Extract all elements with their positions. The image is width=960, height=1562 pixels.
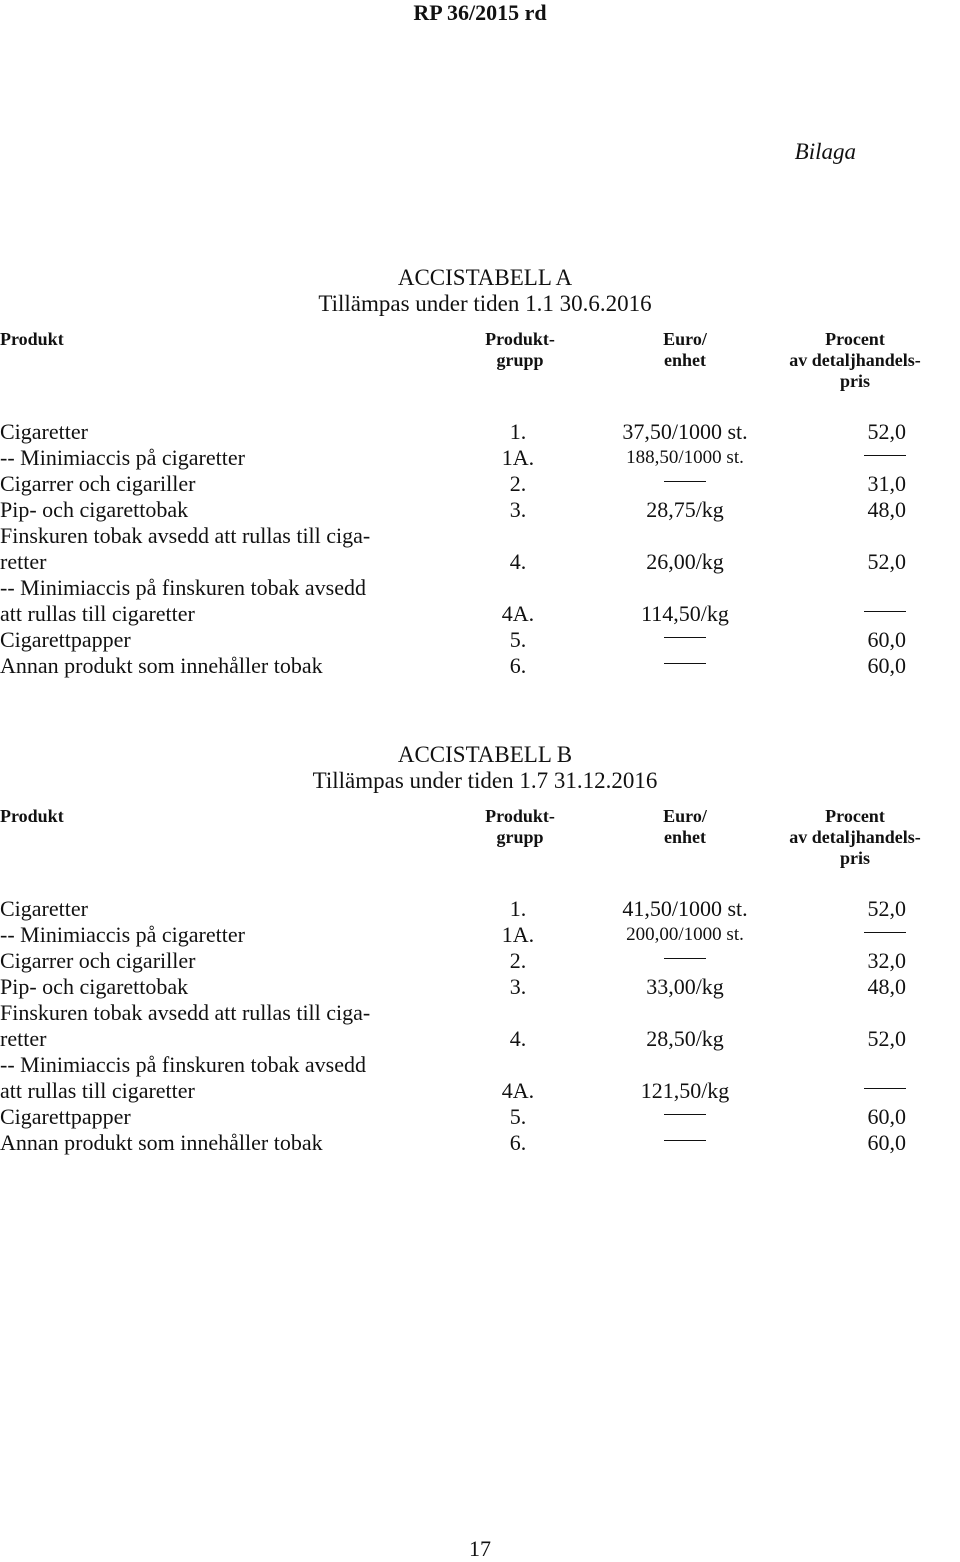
- product-group: 5.: [509, 1104, 527, 1129]
- percent-of-retail-price: 52,0: [867, 549, 906, 574]
- product-name: [0, 1000, 370, 1052]
- table-row: [0, 1052, 960, 1104]
- dash-mark: [664, 663, 706, 664]
- percent-of-retail-price: [864, 1078, 906, 1104]
- euro-per-unit: 37,50/1000 st.: [622, 419, 748, 444]
- column-header-euro-line2: enhet: [664, 827, 706, 847]
- table-row: [0, 948, 960, 974]
- product-name: [0, 922, 245, 948]
- table-row: [0, 627, 960, 653]
- column-header-euro: [640, 806, 730, 848]
- table-row: [0, 419, 960, 445]
- euro-per-unit: 121,50/kg: [640, 1078, 730, 1103]
- column-header-euro: [640, 329, 730, 371]
- column-header-group-line2: grupp: [496, 350, 544, 370]
- product-name-line: Cigarrer och cigariller: [0, 471, 196, 496]
- percent-of-retail-price: 52,0: [867, 419, 906, 444]
- product-name: [0, 948, 195, 974]
- column-header-percent-line3: pris: [839, 848, 870, 868]
- dash-mark: [864, 932, 906, 933]
- product-name-line: Cigaretter: [0, 419, 88, 444]
- table-row: [0, 1130, 960, 1156]
- table-a-rows: [0, 419, 960, 679]
- euro-per-unit: 41,50/1000 st.: [622, 896, 748, 921]
- table-row: [0, 1000, 960, 1052]
- document-header: RP 36/2015 rd: [413, 0, 547, 25]
- euro-per-unit: 114,50/kg: [641, 601, 729, 626]
- table-row: [0, 974, 960, 1000]
- euro-per-unit: 28,50/kg: [646, 1026, 724, 1051]
- product-group: 3.: [509, 497, 527, 522]
- product-name: [0, 419, 88, 445]
- product-name: [0, 575, 366, 627]
- product-name-line: retter: [0, 1026, 47, 1051]
- percent-of-retail-price: 60,0: [867, 1130, 906, 1155]
- column-header-percent: [780, 329, 930, 392]
- euro-per-unit: [600, 1130, 770, 1156]
- product-name-line: Cigarrer och cigariller: [0, 948, 196, 973]
- euro-per-unit: 33,00/kg: [646, 974, 724, 999]
- column-header-group: [480, 806, 560, 848]
- dash-mark: [864, 455, 906, 456]
- product-group: 4.: [509, 1026, 527, 1051]
- table-row: [0, 653, 960, 679]
- percent-of-retail-price: 31,0: [867, 471, 906, 496]
- product-name-line: -- Minimiaccis på cigaretter: [0, 445, 245, 470]
- column-header-euro-line1: Euro/: [663, 329, 707, 349]
- euro-per-unit: [600, 471, 770, 497]
- euro-per-unit: 26,00/kg: [646, 549, 724, 574]
- euro-per-unit: [600, 627, 770, 653]
- column-header-percent-line1: Procent: [825, 806, 885, 826]
- excise-table-a: [0, 265, 960, 679]
- table-row: [0, 575, 960, 627]
- euro-per-unit: [600, 948, 770, 974]
- column-header-product: Produkt: [0, 329, 64, 349]
- product-name: [0, 471, 195, 497]
- product-name-line: Pip- och cigarettobak: [0, 497, 189, 522]
- table-b-rows: [0, 896, 960, 1156]
- percent-of-retail-price: [864, 601, 906, 627]
- excise-table-b: [0, 742, 960, 1156]
- product-name: [0, 974, 188, 1000]
- euro-per-unit: 200,00/1000 st.: [626, 924, 744, 945]
- dash-mark: [664, 637, 706, 638]
- product-name: [0, 653, 323, 679]
- table-row: [0, 471, 960, 497]
- percent-of-retail-price: 60,0: [867, 653, 906, 678]
- product-name: [0, 1052, 366, 1104]
- column-header-product: Produkt: [0, 806, 64, 826]
- dash-mark: [664, 481, 706, 482]
- product-name-line: Cigarettpapper: [0, 627, 131, 652]
- table-a-subtitle: Tillämpas under tiden 1.1 30.6.2016: [318, 291, 652, 316]
- column-header-percent-line1: Procent: [825, 329, 885, 349]
- column-header-group: [480, 329, 560, 371]
- product-name-line: Cigaretter: [0, 896, 88, 921]
- table-row: [0, 1104, 960, 1130]
- product-name: [0, 445, 245, 471]
- product-group: 1.: [509, 896, 527, 921]
- product-name-line: Annan produkt som innehåller tobak: [0, 1130, 323, 1155]
- percent-of-retail-price: 48,0: [867, 974, 906, 999]
- product-name-line: Pip- och cigarettobak: [0, 974, 189, 999]
- product-group: 4.: [509, 549, 527, 574]
- product-group: 1.: [509, 419, 527, 444]
- column-header-euro-line2: enhet: [664, 350, 706, 370]
- table-row: [0, 896, 960, 922]
- product-group: 1A.: [501, 922, 535, 947]
- product-name: [0, 1130, 323, 1156]
- product-group: 1A.: [501, 445, 535, 470]
- table-a-title: ACCISTABELL A: [397, 265, 573, 290]
- product-group: 6.: [509, 653, 527, 678]
- dash-mark: [664, 1114, 706, 1115]
- euro-per-unit: [600, 1104, 770, 1130]
- percent-of-retail-price: 52,0: [867, 1026, 906, 1051]
- table-row: [0, 497, 960, 523]
- table-a-title-block: [10, 265, 960, 317]
- product-group: 4A.: [501, 601, 535, 626]
- product-group: 2.: [509, 471, 527, 496]
- product-name-line: -- Minimiaccis på finskuren tobak avsedd: [0, 575, 366, 600]
- column-header-percent-line3: pris: [839, 371, 870, 391]
- product-group: 3.: [509, 974, 527, 999]
- dash-mark: [664, 958, 706, 959]
- percent-of-retail-price: 60,0: [867, 627, 906, 652]
- column-header-percent: [780, 806, 930, 869]
- percent-of-retail-price: 52,0: [867, 896, 906, 921]
- product-name-line: Finskuren tobak avsedd att rullas till ciga-: [0, 523, 371, 548]
- percent-of-retail-price: 60,0: [867, 1104, 906, 1129]
- product-name-line: -- Minimiaccis på cigaretter: [0, 922, 245, 947]
- annex-label: Bilaga: [794, 139, 856, 164]
- percent-of-retail-price: 32,0: [867, 948, 906, 973]
- column-header-percent-line2: av detaljhandels-: [789, 827, 921, 847]
- euro-per-unit: 188,50/1000 st.: [626, 447, 744, 468]
- column-header-group-line1: Produkt-: [485, 806, 555, 826]
- dash-mark: [664, 1140, 706, 1141]
- page-number: 17: [469, 1536, 491, 1561]
- product-name-line: Cigarettpapper: [0, 1104, 131, 1129]
- column-header-percent-line2: av detaljhandels-: [789, 350, 921, 370]
- table-b-title-block: [10, 742, 960, 794]
- product-name-line: att rullas till cigaretter: [0, 601, 195, 626]
- euro-per-unit: 28,75/kg: [646, 497, 724, 522]
- euro-per-unit: [600, 653, 770, 679]
- table-row: [0, 445, 960, 471]
- product-group: 6.: [509, 1130, 527, 1155]
- product-name: [0, 627, 131, 653]
- table-row: [0, 523, 960, 575]
- percent-of-retail-price: 48,0: [867, 497, 906, 522]
- product-name: [0, 1104, 131, 1130]
- product-name: [0, 896, 88, 922]
- column-header-group-line2: grupp: [496, 827, 544, 847]
- percent-of-retail-price: [864, 445, 906, 471]
- product-group: 4A.: [501, 1078, 535, 1103]
- product-name-line: Annan produkt som innehåller tobak: [0, 653, 323, 678]
- product-name-line: -- Minimiaccis på finskuren tobak avsedd: [0, 1052, 366, 1077]
- dash-mark: [864, 1088, 906, 1089]
- table-a-column-headers: [0, 329, 960, 409]
- product-name-line: att rullas till cigaretter: [0, 1078, 195, 1103]
- dash-mark: [864, 611, 906, 612]
- table-b-column-headers: [0, 806, 960, 886]
- column-header-group-line1: Produkt-: [485, 329, 555, 349]
- product-group: 2.: [509, 948, 527, 973]
- column-header-euro-line1: Euro/: [663, 806, 707, 826]
- product-name-line: Finskuren tobak avsedd att rullas till ciga-: [0, 1000, 371, 1025]
- table-b-title: ACCISTABELL B: [397, 742, 573, 767]
- table-row: [0, 922, 960, 948]
- percent-of-retail-price: [864, 922, 906, 948]
- product-name-line: retter: [0, 549, 47, 574]
- table-b-subtitle: Tillämpas under tiden 1.7 31.12.2016: [312, 768, 658, 793]
- product-group: 5.: [509, 627, 527, 652]
- product-name: [0, 497, 188, 523]
- product-name: [0, 523, 370, 575]
